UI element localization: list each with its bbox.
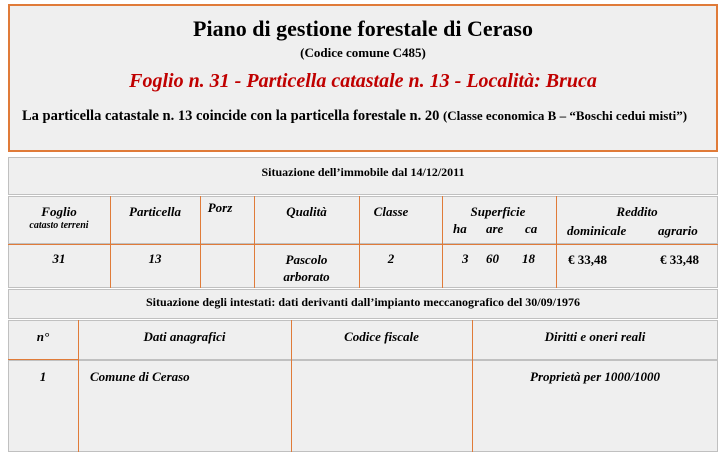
intestato-diritti-value: Proprietà per 1000/1000 xyxy=(530,369,660,384)
intestati-title-box xyxy=(8,289,718,319)
parcel-description-extra: (Classe economica B – “Boschi cedui misti”) xyxy=(442,108,688,123)
ha-value: 3 xyxy=(462,251,469,266)
dominicale-value: € 33,48 xyxy=(568,252,607,267)
are-value: 60 xyxy=(486,251,499,266)
col-agrario-header: agrario xyxy=(658,223,698,238)
particella-value: 13 xyxy=(148,251,162,266)
col-porz-header: Porz xyxy=(207,200,233,215)
col-codice-header: Codice fiscale xyxy=(344,329,419,344)
col-qualita-header: Qualità xyxy=(286,204,327,219)
parcel-description-main: La particella catastale n. 13 coincide con la particella forestale n. 20 xyxy=(22,108,440,124)
classe-value: 2 xyxy=(387,251,395,266)
col-classe-header: Classe xyxy=(373,204,409,219)
col-ca-header: ca xyxy=(525,221,538,236)
qualita-value: Pascolo arborato xyxy=(283,252,330,284)
col-are-header: are xyxy=(486,221,504,236)
immobile-title-box xyxy=(8,157,718,195)
ca-value: 18 xyxy=(522,251,535,266)
agrario-value: € 33,48 xyxy=(660,252,699,267)
col-foglio-header: Foglio catasto terreni xyxy=(8,204,110,231)
col-reddito-header: Reddito xyxy=(616,204,658,219)
col-n-header: n° xyxy=(36,329,50,344)
col-particella-header: Particella xyxy=(129,204,181,219)
parcel-description xyxy=(22,106,702,126)
intestati-section-title: Situazione degli intestati: dati derivanti dall’impianto meccanografico del 30/09/1976 xyxy=(146,295,580,309)
col-ha-header: ha xyxy=(453,221,467,236)
col-diritti-header: Diritti e oneri reali xyxy=(544,329,646,344)
col-superficie-header: Superficie xyxy=(470,204,526,219)
intestato-n-value: 1 xyxy=(39,369,47,384)
intestato-dati-value: Comune di Ceraso xyxy=(90,369,190,384)
immobile-section-title: Situazione dell’immobile dal 14/12/2011 xyxy=(261,165,465,179)
col-dominicale-header: dominicale xyxy=(567,223,627,238)
page-title: Piano di gestione forestale di Ceraso xyxy=(193,16,533,41)
foglio-heading: Foglio n. 31 - Particella catastale n. 13 - Località: Bruca xyxy=(129,70,597,92)
municipality-code: (Codice comune C485) xyxy=(300,45,426,60)
foglio-value: 31 xyxy=(52,251,66,266)
header-box xyxy=(8,4,718,152)
col-foglio-subheader: catasto terreni xyxy=(29,220,89,231)
col-dati-header: Dati anagrafici xyxy=(143,329,226,344)
